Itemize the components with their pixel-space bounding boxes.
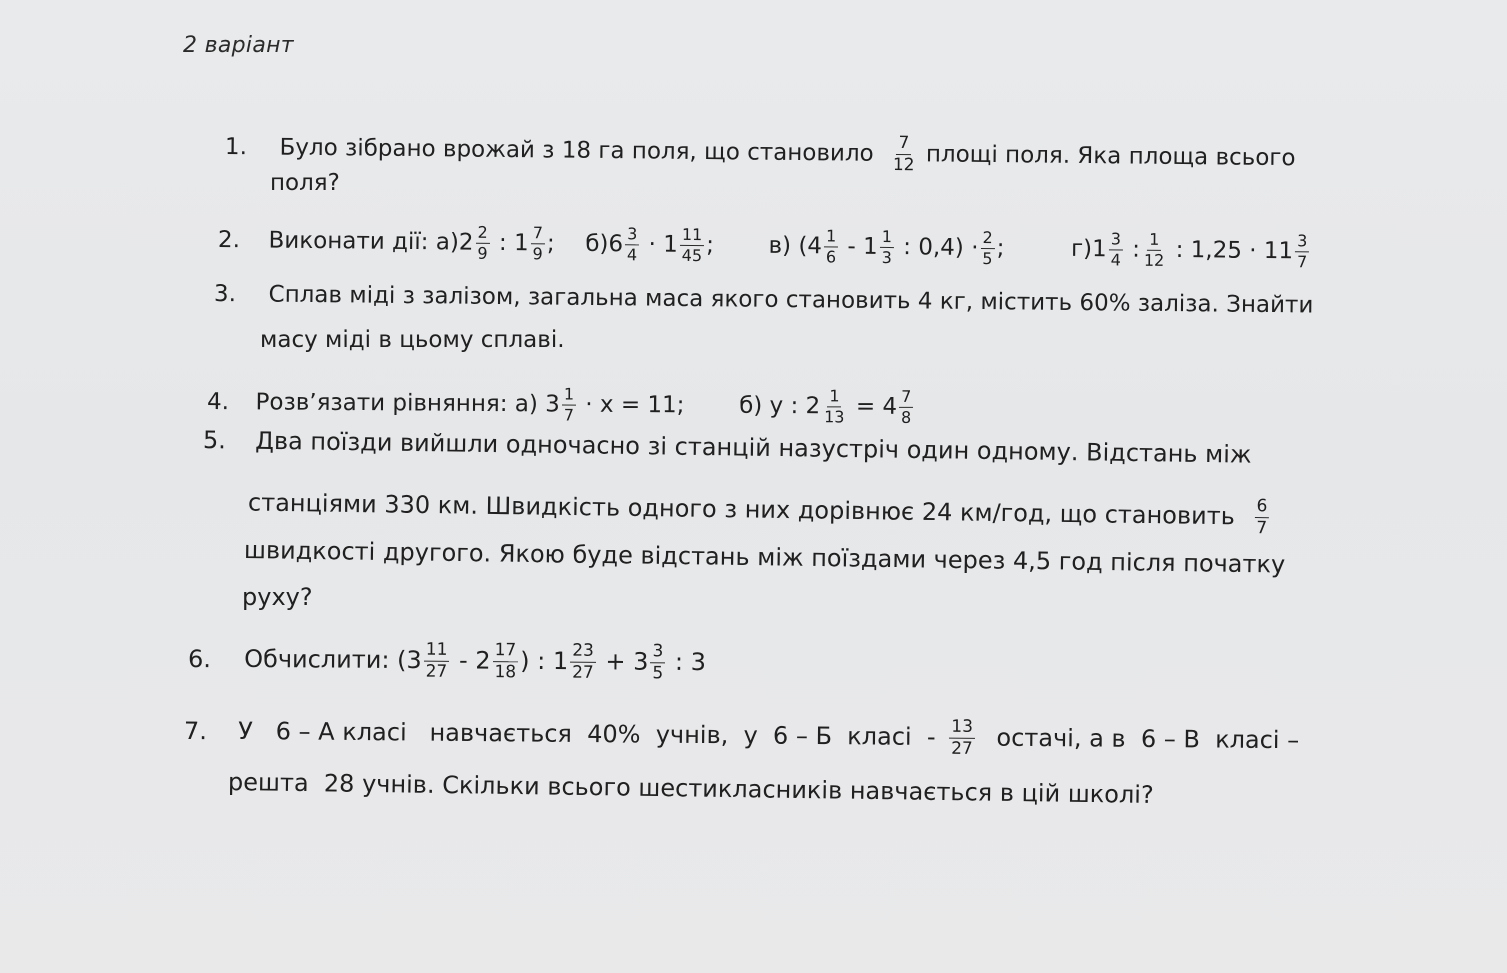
problem-2-g-start: г)1 <box>1070 235 1107 263</box>
problem-3-text-1: Сплав міді з залізом, загальна маса якого становить 4 кг, містить 60% заліза. Знайти <box>268 281 1314 319</box>
problem-2-a-end: ; <box>546 230 555 257</box>
problem-7-text-b: остачі, а в 6 – В класі – <box>996 723 1300 755</box>
problem-3-line-2: масу міді в цьому сплаві. <box>260 327 565 353</box>
problem-7-line-2: решта 28 учнів. Скільки всього шестикласників навчається в цій школі? <box>227 768 1154 809</box>
problem-2-b-start: б)6 <box>585 230 624 258</box>
problem-3-number: 3. <box>213 281 237 308</box>
problem-2-v-fraction-2: $\frac{1}{3}$ <box>881 226 893 268</box>
problem-1-line-2: поля? <box>270 170 340 196</box>
problem-2-b-fraction-1: $\frac{3}{4}$ <box>626 224 638 265</box>
problem-5-fraction: $\frac{6}{7}$ <box>1256 496 1268 539</box>
problem-2-b-operator: · 1 <box>648 231 678 258</box>
problem-5-line-2 <box>248 484 1272 537</box>
problem-7-line-1 <box>184 712 1300 761</box>
problem-2-line <box>218 222 1312 270</box>
problem-1-number: 1. <box>224 134 248 161</box>
problem-2-a-fraction-2: $\frac{7}{9}$ <box>532 223 544 264</box>
problem-4-a-fraction: $\frac{1}{7}$ <box>563 384 575 425</box>
problem-2-v-operator-1: - 1 <box>847 233 878 260</box>
problem-1-text-b: площі поля. Яка площа всього <box>925 141 1296 172</box>
problem-7-number: 7. <box>183 716 208 745</box>
problem-4-a-end: · х = 11; <box>585 391 685 419</box>
problem-2-v-end: ; <box>996 235 1005 262</box>
problem-1-line-1 <box>225 128 1296 178</box>
problem-4-b-operator: = 4 <box>855 393 898 420</box>
problem-7-text-a: У 6 – А класі навчається 40% учнів, у 6 – Б класі - <box>238 716 936 752</box>
problem-1-fraction: $\frac{7}{12}$ <box>892 133 915 176</box>
problem-6-fraction-3: $\frac{23}{27}$ <box>572 640 594 683</box>
problem-5-text-2: станціями 330 км. Швидкість одного з них дорівнює 24 км/год, що становить <box>247 488 1236 531</box>
problem-4-line <box>207 384 916 426</box>
problem-5-line-4: руху? <box>242 583 313 611</box>
problem-6-line <box>188 640 706 683</box>
problem-4-b-fraction-1: $\frac{1}{13}$ <box>824 386 845 427</box>
problem-2-v-fraction-3: $\frac{2}{5}$ <box>982 228 993 269</box>
problem-2-g-operator-2: : 1,25 · 11 <box>1175 237 1294 265</box>
problem-2-a-fraction-1: $\frac{2}{9}$ <box>477 222 488 263</box>
problem-3-line-1 <box>214 283 1314 318</box>
problem-4-number: 4. <box>206 389 230 416</box>
problem-6-text: Обчислити: (3 <box>244 644 422 675</box>
problem-4-text: Розв’язати рівняння: а) 3 <box>255 389 560 418</box>
problem-6-fraction-2: $\frac{17}{18}$ <box>494 640 517 683</box>
problem-6-fraction-4: $\frac{3}{5}$ <box>652 641 664 684</box>
problem-2-v-start: в) (4 <box>768 232 823 260</box>
problem-6-operator-3: + 3 <box>605 647 649 676</box>
problem-6-operator-2: ) : 1 <box>520 646 569 676</box>
problem-1-text-a: Було зібрано врожай з 18 га поля, що становило <box>279 134 874 167</box>
problem-2-g-fraction-2: $\frac{1}{12}$ <box>1143 229 1165 270</box>
problem-2-g-operator-1: : <box>1132 236 1141 263</box>
variant-heading: 2 варіант <box>183 33 294 58</box>
problem-5-line-3: швидкості другого. Якою буде відстань між поїздами через 4,5 год після початку <box>243 536 1286 579</box>
problem-2-g-fraction-1: $\frac{3}{4}$ <box>1110 229 1122 270</box>
problem-6-number: 6. <box>187 644 212 673</box>
problem-2-b-fraction-2: $\frac{11}{45}$ <box>681 224 703 266</box>
problem-2-v-fraction-1: $\frac{1}{6}$ <box>825 226 837 267</box>
problem-2-text: Виконати дії: а)2 <box>268 227 474 256</box>
problem-4-b-start: б) у : 2 <box>739 392 821 420</box>
problem-2-number: 2. <box>217 227 241 254</box>
problem-2-a-operator: : 1 <box>498 229 529 257</box>
problem-2-b-end: ; <box>706 232 715 259</box>
problem-2-v-operator-2: : 0,4) · <box>903 234 979 261</box>
problem-5-line-1 <box>203 428 1252 467</box>
problem-4-b-fraction-2: $\frac{7}{8}$ <box>900 386 912 427</box>
problem-6-operator-1: - 2 <box>458 646 491 675</box>
problem-6-fraction-1: $\frac{11}{27}$ <box>425 639 448 682</box>
problem-7-fraction: $\frac{13}{27}$ <box>951 716 974 759</box>
problem-6-end: : 3 <box>674 647 707 677</box>
problem-2-g-fraction-3: $\frac{3}{7}$ <box>1296 231 1308 272</box>
problem-5-number: 5. <box>202 426 227 455</box>
problem-5-text-1: Два поїзди вийшли одночасно зі станцій назустріч один одному. Відстань між <box>254 426 1252 469</box>
